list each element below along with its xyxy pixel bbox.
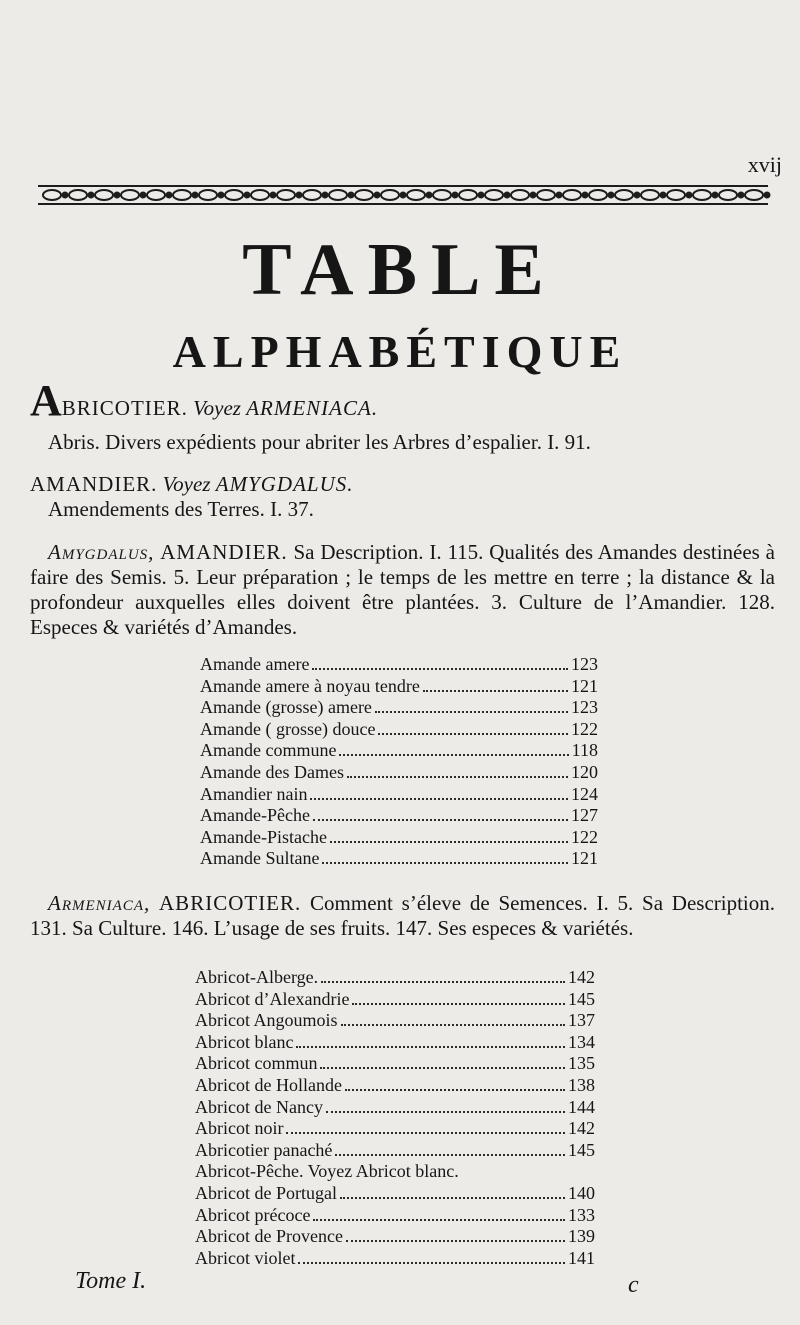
ornament-loop (745, 190, 763, 200)
ornament-dot (687, 193, 692, 198)
voyez-label: Voyez (193, 396, 241, 420)
ornament-loop (693, 190, 711, 200)
tome-label: Tome I. (75, 1268, 147, 1294)
ornament-loop (433, 190, 451, 200)
index-entry (195, 1248, 595, 1270)
dot-leader (320, 1067, 565, 1069)
entry-text: Comment s’éleve de Semences. I. 5. Sa Description. 131. Sa Culture. 146. L’usage de ses fruits. 147. Ses especes & variétés. (30, 891, 776, 940)
entry-abris: Abris. Divers expédients pour abriter les Arbres d’espalier. I. 91. (48, 430, 591, 454)
dot-leader (378, 733, 568, 735)
entry-page-number: 127 (571, 805, 598, 826)
entry-amandier (30, 472, 775, 497)
entry-head: AMANDIER. (30, 472, 158, 496)
entry-armeniaca (30, 891, 775, 941)
voyez-label: Voyez (162, 472, 211, 496)
index-entry (200, 740, 598, 762)
ornament-loop (95, 190, 113, 200)
index-entry (195, 1161, 595, 1183)
ornament-dot (557, 193, 562, 198)
ornamental-border (32, 180, 774, 210)
index-entry (200, 676, 598, 698)
ornament-dot (635, 193, 640, 198)
entry-page-number: 121 (571, 848, 598, 869)
ornament-loop (329, 190, 347, 200)
index-entry (200, 805, 598, 827)
entry-label: Amande amere à noyau tendre (200, 675, 420, 696)
entry-label: Abricot-Pêche. Voyez Abricot blanc. (195, 1161, 459, 1182)
entry-page-number: 144 (568, 1096, 595, 1117)
ornament-loop (407, 190, 425, 200)
dot-leader (375, 711, 568, 713)
entry-label: Amande-Pistache (200, 826, 327, 847)
ornament-dot (401, 193, 406, 198)
entry-page-number: 145 (568, 1139, 595, 1160)
entry-page-number: 142 (568, 1118, 595, 1139)
ornament-loop (459, 190, 477, 200)
dot-leader (321, 981, 565, 983)
entry-page-number: 123 (571, 697, 598, 718)
entry-label: Abricot de Portugal (195, 1182, 337, 1203)
entry-label: Abricotier panaché (195, 1139, 333, 1160)
entry-abricotier (30, 376, 775, 425)
ornament-loop (511, 190, 529, 200)
entry-head: BRICOTIER. (61, 396, 188, 420)
index-entry (200, 762, 598, 784)
ornament-loop (121, 190, 139, 200)
entry-label: Abricot violet (195, 1247, 296, 1268)
ornament-dot (167, 193, 172, 198)
entry-head: Amygdalus, (48, 540, 155, 564)
entry-text: Sa Description. I. 115. Qualités des Amandes destinées à faire des Semis. 5. Leur préparation ; le temps de les mettre en terre ; la distance & la profondeur auxquelles elles doivent être plantées. 3. Culture de l’Amandier. 128. Especes & variétés d’Amandes. (30, 540, 775, 639)
entry-label: Amande amere (200, 654, 310, 674)
entry-head-french: AMANDIER. (160, 540, 288, 564)
entry-page-number: 137 (568, 1010, 595, 1031)
dot-leader (423, 690, 568, 692)
ornament-dot (713, 193, 718, 198)
ornament-dot (427, 193, 432, 198)
entry-page-number: 141 (568, 1247, 595, 1268)
index-entry (200, 697, 598, 719)
drop-cap: A (30, 376, 62, 425)
ornament-dot (765, 193, 770, 198)
index-entry (200, 654, 598, 676)
ornament-loop (563, 190, 581, 200)
entry-label: Amande des Dames (200, 761, 344, 782)
entry-label: Abricot commun (195, 1053, 318, 1074)
entry-amygdalus (30, 540, 775, 640)
ornament-loop (277, 190, 295, 200)
entry-label: Abricot-Alberge. (195, 967, 319, 987)
entry-label: Amandier nain (200, 783, 308, 804)
index-entry (200, 784, 598, 806)
index-entry (195, 989, 595, 1011)
entry-label: Amande-Pêche (200, 805, 310, 826)
ornament-loop (641, 190, 659, 200)
cross-reference: ARMENIACA. (246, 396, 379, 420)
dot-leader (296, 1046, 565, 1048)
entry-label: Abricot blanc (195, 1031, 294, 1052)
entry-label: Abricot précoce (195, 1204, 311, 1225)
dot-leader (352, 1003, 565, 1005)
ornament-dot (349, 193, 354, 198)
index-entry (195, 1075, 595, 1097)
entry-head-french: ABRICOTIER. (159, 891, 302, 915)
ornament-dot (115, 193, 120, 198)
dot-leader (322, 862, 568, 864)
ornament-loop (485, 190, 503, 200)
index-entry (195, 1053, 595, 1075)
entry-label: Abricot Angoumois (195, 1010, 338, 1031)
entry-page-number: 134 (568, 1031, 595, 1052)
dot-leader (313, 1219, 565, 1221)
title-line-2: ALPHABÉTIQUE (172, 326, 628, 377)
dot-leader (347, 776, 568, 778)
entry-page-number: 133 (568, 1204, 595, 1225)
ornament-loop (537, 190, 555, 200)
ornament-dot (219, 193, 224, 198)
ornament-dot (583, 193, 588, 198)
ornament-loop (225, 190, 243, 200)
entry-page-number: 138 (568, 1074, 595, 1095)
ornament-dot (739, 193, 744, 198)
dot-leader (330, 841, 568, 843)
entry-page-number: 124 (571, 783, 598, 804)
signature-mark: c (628, 1272, 639, 1298)
ornament-dot (661, 193, 666, 198)
index-entry (200, 848, 598, 870)
index-entry (200, 827, 598, 849)
ornament-loop (303, 190, 321, 200)
dot-leader (339, 754, 568, 756)
ornament-dot (297, 193, 302, 198)
ornament-loop (43, 190, 61, 200)
ornament-dot (323, 193, 328, 198)
entry-label: Abricot noir (195, 1118, 284, 1139)
ornament-dot (375, 193, 380, 198)
index-entry (195, 1097, 595, 1119)
page-folio: xvij (747, 152, 782, 177)
entry-page-number: 145 (568, 988, 595, 1009)
entry-page-number: 122 (571, 826, 598, 847)
ornament-loop (355, 190, 373, 200)
dot-leader (312, 668, 568, 670)
index-entry (195, 1226, 595, 1248)
ornament-dot (89, 193, 94, 198)
entry-label: Amande ( grosse) douce (200, 718, 376, 739)
dot-leader (286, 1132, 565, 1134)
ornament-loop (667, 190, 685, 200)
entry-label: Abricot de Nancy (195, 1096, 323, 1117)
ornament-dot (141, 193, 146, 198)
dot-leader (346, 1240, 565, 1242)
abricots-list (195, 967, 595, 1269)
ornament-loop (173, 190, 191, 200)
ornament-loop (589, 190, 607, 200)
ornament-dot (193, 193, 198, 198)
entry-page-number: 135 (568, 1053, 595, 1074)
ornament-dot (609, 193, 614, 198)
entry-page-number: 122 (571, 718, 598, 739)
ornament-dot (63, 193, 68, 198)
title-line-1: TABLE (242, 229, 558, 311)
cross-reference: AMYGDALUS. (215, 472, 354, 496)
ornament-dot (245, 193, 250, 198)
ornament-dot (271, 193, 276, 198)
ornament-dot (505, 193, 510, 198)
dot-leader (326, 1111, 565, 1113)
entry-page-number: 142 (568, 967, 595, 987)
entry-page-number: 121 (571, 675, 598, 696)
entry-label: Abricot de Provence (195, 1226, 343, 1247)
ornament-loop (147, 190, 165, 200)
entry-page-number: 123 (571, 654, 598, 674)
entry-label: Amande Sultane (200, 848, 320, 869)
entry-page-number: 120 (571, 761, 598, 782)
dot-leader (345, 1089, 565, 1091)
ornament-dot (453, 193, 458, 198)
dot-leader (310, 798, 568, 800)
index-entry (195, 1140, 595, 1162)
entry-label: Abricot d’Alexandrie (195, 988, 350, 1009)
index-entry (195, 1032, 595, 1054)
dot-leader (335, 1154, 565, 1156)
dot-leader (298, 1262, 565, 1264)
entry-amendements: Amendements des Terres. I. 37. (48, 497, 314, 521)
dot-leader (341, 1024, 566, 1026)
ornament-loop (199, 190, 217, 200)
ornament-dot (531, 193, 536, 198)
amandes-list (200, 654, 598, 870)
index-entry (195, 967, 595, 989)
entry-label: Abricot de Hollande (195, 1074, 342, 1095)
index-entry (195, 1010, 595, 1032)
entry-label: Amande commune (200, 740, 337, 761)
ornament-dot (479, 193, 484, 198)
ornament-loop (69, 190, 87, 200)
entry-page-number: 118 (571, 740, 598, 761)
index-entry (195, 1183, 595, 1205)
dot-leader (313, 819, 568, 821)
dot-leader (340, 1197, 565, 1199)
index-entry (195, 1205, 595, 1227)
ornament-loop (719, 190, 737, 200)
index-entry (200, 719, 598, 741)
index-entry (195, 1118, 595, 1140)
entry-page-number: 140 (568, 1182, 595, 1203)
ornament-loop (381, 190, 399, 200)
entry-head: Armeniaca, (48, 891, 151, 915)
entry-page-number: 139 (568, 1226, 595, 1247)
entry-label: Amande (grosse) amere (200, 697, 372, 718)
ornament-loop (251, 190, 269, 200)
ornament-loop (615, 190, 633, 200)
